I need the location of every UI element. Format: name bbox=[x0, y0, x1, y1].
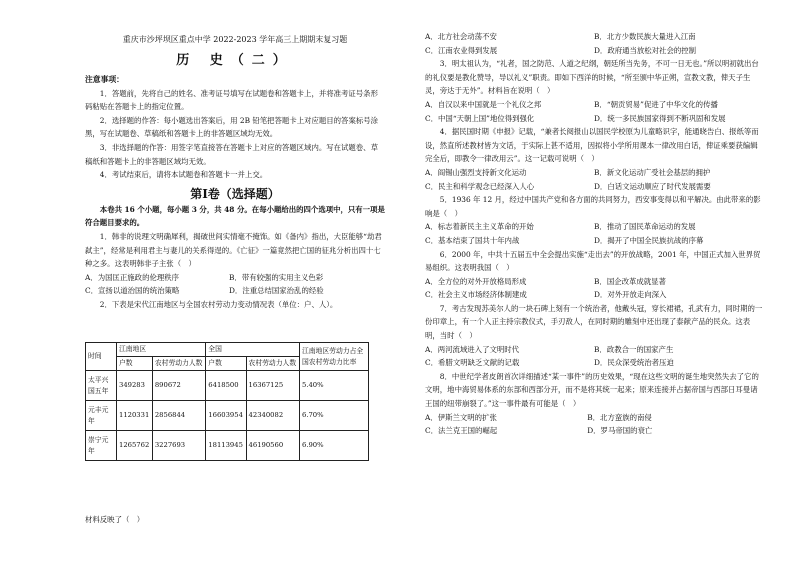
question-6-options bbox=[425, 275, 763, 289]
option-b: B．国企改革成就显著 bbox=[594, 276, 666, 286]
option-a: A．北方社会动荡不安 bbox=[425, 32, 497, 41]
question-4-options bbox=[425, 166, 763, 180]
table-cell: 太平兴国五年 bbox=[86, 371, 117, 401]
labor-table bbox=[85, 342, 369, 461]
question-3-stem: 3．明太祖认为，“礼者，国之防范、人道之纪纲，朝廷所当先务，不可一日无也。”所以明初就出台的礼仪要是教化赞导，导以礼义”职责。即如下西洋的时候，“所至颁中华正朔，宣教文教，俾天子生灵，旁达于无外”。材料旨在说明（ ） bbox=[425, 59, 759, 96]
table-cell: 46190560 bbox=[246, 431, 299, 461]
table-cell: 2856844 bbox=[152, 401, 205, 431]
subject-title: 历 史（二） bbox=[176, 53, 294, 68]
option-a: A．自汉以来中国就是一个礼仪之邦 bbox=[425, 99, 542, 109]
question-5-stem: 5．1936 年 12 月，经过中国共产党和各方面的共同努力，西安事变得以和平解决。由此带来的影响是（ ） bbox=[425, 195, 761, 218]
table-cell: 349283 bbox=[117, 371, 153, 401]
question-3-options bbox=[425, 98, 763, 112]
question-6-options bbox=[425, 288, 763, 302]
question-7-options bbox=[425, 356, 763, 370]
table-header-labor: 农村劳动力人数 bbox=[152, 357, 205, 371]
notice-item: 3．非选择题的作答：用签字笔直接答在答题卡上对应的答题区域内。写在试题卷、草稿纸和答题卡上的非答题区域均无效。 bbox=[85, 142, 378, 166]
table-cell: 1120331 bbox=[117, 401, 153, 431]
option-b: B．带有较强的实用主义色彩 bbox=[229, 272, 324, 282]
option-c: C．宣扬以道治国的统治策略 bbox=[85, 286, 180, 296]
table-cell: 42340082 bbox=[246, 401, 299, 431]
question-3-options bbox=[425, 112, 763, 126]
table-cell: 崇宁元年 bbox=[86, 431, 117, 461]
option-d: D．白话文运动顺应了时代发展需要 bbox=[594, 181, 711, 191]
table-cell: 6.70% bbox=[300, 401, 369, 431]
option-c: C．社会主义市场经济体制建成 bbox=[425, 290, 527, 300]
option-d: D．政府通当放松对社会的控制 bbox=[594, 45, 697, 55]
question-6-stem: 6．2000 年，中共十五届五中全会提出实施“走出去”的开放战略，2001 年，中国正式加入世界贸易组织。这表明我国（ ） bbox=[425, 249, 761, 273]
notice-heading: 注意事项： bbox=[85, 75, 124, 84]
section-title: 第Ⅰ卷（选择题） bbox=[190, 186, 280, 201]
option-b: B．“朝贡贸易”促进了中华文化的传播 bbox=[594, 99, 718, 109]
option-c: C．江南农业得到发展 bbox=[425, 45, 498, 55]
option-d: D．民众深受统治者压迫 bbox=[594, 358, 674, 368]
option-a: A．阎锡山强烈支持新文化运动 bbox=[425, 167, 527, 177]
option-b: B．新文化运动广受社会基层的拥护 bbox=[594, 167, 711, 177]
option-c: C．基本结束了国共十年内战 bbox=[425, 235, 520, 245]
option-c: C．希腊文明缺乏文献的记载 bbox=[425, 358, 520, 368]
notice-item: 1．答题前，先将自己的姓名、准考证号填写在试题卷和答题卡上，并将准考证号条形码粘贴在答题卡上的指定位置。 bbox=[85, 88, 378, 112]
table-header-labor: 农村劳动力人数 bbox=[246, 357, 299, 371]
option-a: A．为国匡正施政的伦理秩序 bbox=[85, 272, 180, 282]
left-column bbox=[85, 0, 385, 312]
table-cell: 5.40% bbox=[300, 371, 369, 401]
option-d: D．对外开放走向深入 bbox=[594, 290, 667, 300]
right-column bbox=[425, 30, 763, 438]
option-c: C．民主和科学观念已经深入人心 bbox=[425, 181, 535, 191]
option-b: B．北方少数民族大量进入江南 bbox=[594, 32, 696, 41]
question-2-stem: 2．下表是宋代江南地区与全国农村劳动力变动情况表（单位：户、人）。 bbox=[99, 299, 338, 309]
section-intro: 本卷共 16 个小题，每小题 3 分，共 48 分。在每小题给出的四个选项中，只有一项是符合题目要求的。 bbox=[85, 204, 385, 228]
question-7-options bbox=[425, 343, 763, 357]
option-c: C．法兰克王国的崛起 bbox=[425, 426, 498, 436]
question-1-stem: 1．韩非的说理文明确犀利，揭破世间实情毫不掩饰。如《备内》指出，大臣能够“劫君弑主”，经常是利用君主与妻儿的关系得逞的。《亡征》一篇竟然把亡国的征兆分析出四十七种之多。这表明韩非子主张（ ） bbox=[85, 231, 382, 269]
table-header-time: 时间 bbox=[86, 343, 117, 371]
option-b: B．北方蛮族的南侵 bbox=[587, 412, 652, 422]
table-cell: 18113945 bbox=[206, 431, 246, 461]
option-d: D．揭开了中国全民族抗战的序幕 bbox=[594, 235, 704, 245]
option-c: C．中国“天朝上国”地位得到强化 bbox=[425, 113, 535, 123]
option-a: A．全方位的对外开放格局形成 bbox=[425, 276, 527, 286]
table-cell: 6418500 bbox=[206, 371, 246, 401]
table-row bbox=[86, 431, 369, 461]
table-cell: 16603954 bbox=[206, 401, 246, 431]
table-cell: 3227693 bbox=[152, 431, 205, 461]
question-5-options bbox=[425, 234, 763, 248]
table-cell: 1265762 bbox=[117, 431, 153, 461]
question-8-stem: 8．中世纪学者皮朗首次详细描述“某一事件”的历史效果，“现在这些文明的诞生地突然失去了它的文明，地中海贸易体系的东部和西部分开，而不是将其统一起来；原来连接并占据帝国与西部日耳曼诸王国的纽带崩裂了。”这一事件最有可能是（ ） bbox=[425, 371, 759, 409]
option-b: B．政教合一的国家产生 bbox=[594, 344, 674, 354]
table-cell: 元丰元年 bbox=[86, 401, 117, 431]
question-4-stem: 4．据民国时期《申报》记载，“兼者长阅报山以国民学校原为儿童略识字，能通晓告白、报纸等而设，然直所述教材皆为文话，于实际上甚不适用，因拟将小学所用课本一律改用白话，俾证乘要获编辑完全后，即教令一律改用云”。这一记载可说明（ ） bbox=[425, 127, 759, 164]
table-cell: 16367125 bbox=[246, 371, 299, 401]
option-d: D．罗马帝国的衰亡 bbox=[587, 426, 653, 436]
option-a: A．两河流域进入了文明时代 bbox=[425, 344, 520, 354]
table-cell: 890672 bbox=[152, 371, 205, 401]
notice-item: 2．选择题的作答：每小题选出答案后，用 2B 铅笔把答题卡上对应题目的答案标号涂黑，写在试题卷、草稿纸和答题卡上的非答题区域均无效。 bbox=[85, 115, 379, 139]
question-1-options bbox=[85, 284, 385, 298]
notice-item: 4．考试结束后，请将本试题卷和答题卡一并上交。 bbox=[99, 170, 268, 180]
question-1-options bbox=[85, 271, 385, 285]
table-header-households: 户数 bbox=[206, 357, 246, 371]
option-d: D．注重总结国家治乱的经验 bbox=[229, 286, 324, 296]
table-cell: 6.90% bbox=[300, 431, 369, 461]
question-5-options bbox=[425, 220, 763, 234]
table-header-ratio: 江南地区劳动力占全国农村劳动力比率 bbox=[300, 343, 369, 371]
table-header-jiangnan: 江南地区 bbox=[117, 343, 206, 357]
table-row bbox=[86, 401, 369, 431]
option-d: D．统一多民族国家得到不断巩固和发展 bbox=[594, 113, 726, 123]
question-4-options bbox=[425, 180, 763, 194]
table-header-national: 全国 bbox=[206, 343, 300, 357]
option-a: A．标志着新民主主义革命的开始 bbox=[425, 222, 534, 232]
option-a: A．伊斯兰文明的扩张 bbox=[425, 412, 497, 422]
question-2-options bbox=[425, 44, 763, 58]
question-2-footer: 材料反映了（ ） bbox=[85, 515, 145, 524]
table-header-households: 户数 bbox=[117, 357, 153, 371]
page-title: 重庆市沙坪坝区重点中学 2022-2023 学年高三上期期末复习题 bbox=[122, 35, 348, 44]
question-7-stem: 7．考古发现苏美尔人的一块石碑上刻有一个统治者，他戴头冠，穿长裙裙，孔武有力，同时期的一份印章上，有一个人正主持宗教仪式，手刃敌人，在同时期的雕刻中还出现了泰献产品的民众。这表明，当时（ ） bbox=[425, 303, 763, 341]
question-8-options bbox=[425, 411, 763, 425]
question-2-options bbox=[425, 30, 763, 44]
question-8-options bbox=[425, 424, 763, 438]
table-row bbox=[86, 371, 369, 401]
option-b: B．推动了国民革命运动的发展 bbox=[594, 222, 696, 232]
